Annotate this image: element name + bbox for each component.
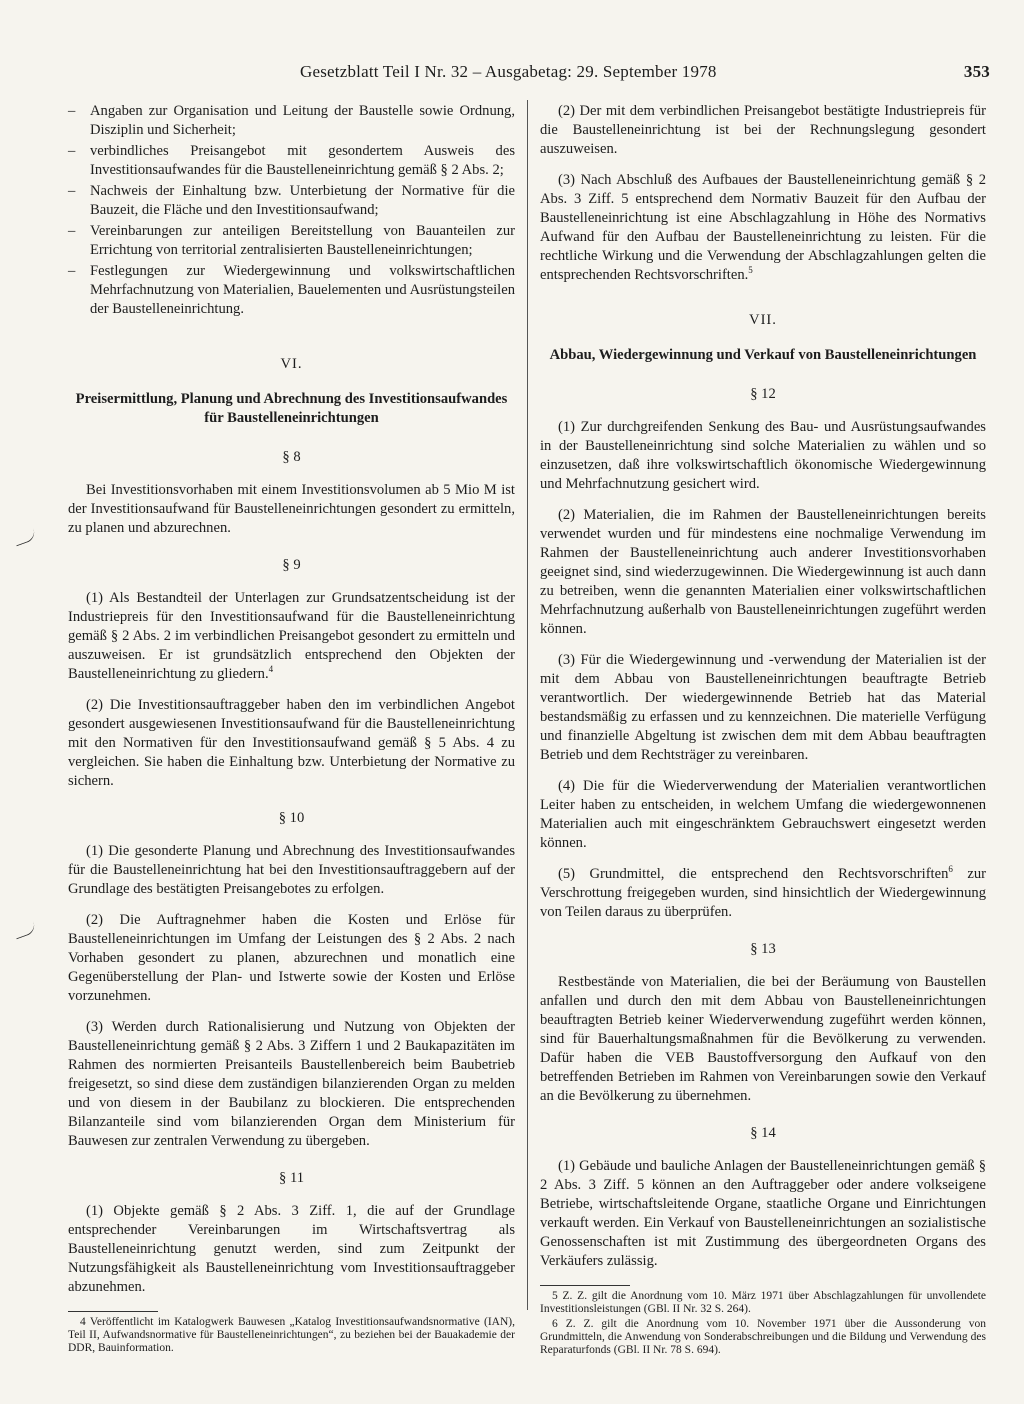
- paragraph-text: (4) Die für die Wiederverwendung der Materialien verantwortlichen Leiter haben zu entscheiden, in welchem Umfang die wiedergewonnenen Materialien auch mit eingeschränktem Gebrauchswert eingesetzt werden können.: [540, 778, 986, 851]
- section-number: VI.: [280, 356, 303, 372]
- paragraph-text: (1) Gebäude und bauliche Anlagen der Baustelleneinrichtungen gemäß § 2 Abs. 3 Ziff. 5 können an den Auftraggeber oder andere volkseigene Betriebe, wirtschaftsleitende Organe, staatliche Organe und Einrichtungen verkauft werden. Ein Verkauf von Baustelleneinrichtungen an sozialistische Genossenschaften ist mit Zustimmung des übergeordneten Organs des Verkäufers zulässig.: [540, 1158, 986, 1269]
- page-number: 353: [963, 62, 990, 81]
- list-item: – Nachweis der Einhaltung bzw. Unterbietung der Normative für die Bauzeit, die Fläche und den Investitionsaufwand;: [68, 182, 515, 220]
- paragraph-text: (1) Die gesonderte Planung und Abrechnung des Investitionsaufwandes für die Baustelleneinrichtung hat bei den Investitionsauftraggebern auf der Grundlage des bestätigten Preisangebotes zu erfolgen.: [68, 843, 515, 897]
- bullet-list: [68, 102, 515, 319]
- footnote: 6 Z. Z. gilt die Anordnung vom 10. November 1971 über die Aussonderung von Grundmitteln, die Anwendung von Sonderabschreibungen und die Bildung und Verwendung des Reparaturfonds (GBl. II Nr. 78 S. 694).: [540, 1318, 986, 1356]
- footnote-separator: [68, 1311, 158, 1312]
- paragraph-number: § 13: [750, 941, 776, 957]
- paragraph-text: (1) Zur durchgreifenden Senkung des Bau- und Ausrüstungsaufwandes in der Baustelleneinrichtung sind solche Materialien zu wählen und so einzusetzen, daß ihre volkswirtschaftlich ökonomische Wiedergewinnung und Mehrfachnutzung gesichert wird.: [540, 419, 986, 492]
- margin-tick-mark: [13, 529, 37, 547]
- paragraph-text: (1) Objekte gemäß § 2 Abs. 3 Ziff. 1, die auf der Grundlage entsprechender Vereinbarungen im Wirtschaftsvertrag als Baustelleneinrichtung genutzt werden, sind zum Zeitpunkt der Nutzungsfähigkeit als Baustelleneinrichtung vom Investitionsauftraggeber abzunehmen.: [68, 1203, 515, 1295]
- footnote-ref: 6: [948, 864, 953, 875]
- left-column: [68, 102, 515, 1357]
- paragraph-text: (2) Die Auftragnehmer haben die Kosten und Erlöse für Baustelleneinrichtungen im Umfang der Leistungen des § 2 Abs. 2 nach Vorhaben gesondert zu planen, abzurechnen und monatlich eine Gegenüberstellung der Plan- und Istwerte sowie der Kosten und Erlöse vorzunehmen.: [68, 912, 515, 1004]
- list-item: – verbindliches Preisangebot mit gesondertem Ausweis des Investitionsaufwandes für die Baustelleneinrichtung gemäß § 2 Abs. 2;: [68, 142, 515, 180]
- header-title: Gesetzblatt Teil I Nr. 32 – Ausgabetag: 29. September 1978: [300, 62, 717, 81]
- paragraph-text: (5) Grundmittel, die entsprechend den Rechtsvorschriften$^6$ zur Verschrottung freigegeben wurden, sind hinsichtlich der Wiedergewinnung von Teilen daraus zu überprüfen.: [540, 864, 986, 920]
- right-column: [540, 102, 986, 1359]
- paragraph-number: § 12: [750, 386, 776, 402]
- paragraph-text: Restbestände von Materialien, die bei der Beräumung von Baustellen anfallen und durch den mit dem Abbau von Baustelleneinrichtungen beauftragten Betrieb keiner Wiederverwendung zugeführt werden können, sind für Bauerhaltungsmaßnahmen für die Bevölkerung zu verwenden. Dafür haben die VEB Baustoffversorgung den Aufkauf von den betreffenden Betrieben im Rahmen von Vereinbarungen sowie den Verkauf an die Bevölkerung zu übernehmen.: [540, 974, 986, 1104]
- footnote-ref: 4: [268, 664, 274, 675]
- paragraph-number: § 11: [279, 1170, 304, 1186]
- paragraph-text: (2) Die Investitionsauftraggeber haben den im verbindlichen Angebot gesondert ausgewiesenen Investitionsaufwand für die Baustelleneinrichtung mit den Normativen für den Investitionsaufwand gemäß § 5 Abs. 4 zu vergleichen. Sie haben die Einhaltung bzw. Unterbietung der Normative zu sichern.: [68, 697, 515, 789]
- footnote: 4 Veröffentlicht im Katalogwerk Bauwesen „Katalog Investitionsaufwandsnormative (IAN), Teil II, Aufwandsnormative für Baustelleneinrichtungen“, zu beziehen bei der Bauakademie der DDR, Bauinformation.: [68, 1316, 515, 1354]
- paragraph-text: (3) Werden durch Rationalisierung und Nutzung von Objekten der Baustelleneinrichtung gemäß § 2 Abs. 3 Ziffern 1 und 2 Baukapazitäten im Rahmen des normierten Preisanteils Baustellenbereich beim Baubetrieb freigesetzt, so sind diese dem zuständigen bilanzierenden Organ zu melden und von diesem in der Baubilanz zu blockieren. Die entsprechenden Bilanzanteile sind vom bilanzierenden Organ dem Ministerium für Bauwesen zur zentralen Verwendung zu übergeben.: [68, 1019, 515, 1149]
- paragraph-text: Bei Investitionsvorhaben mit einem Investitionsvolumen ab 5 Mio M ist der Investitionsaufwand für Baustelleneinrichtungen gesondert zu ermitteln, zu planen und abzurechnen.: [68, 482, 515, 536]
- footnote: 5 Z. Z. gilt die Anordnung vom 10. März 1971 über Abschlagzahlungen für unvollendete Investitionsleistungen (GBl. II Nr. 32 S. 264).: [540, 1290, 986, 1315]
- paragraph-number: § 10: [278, 810, 305, 826]
- column-divider: [527, 100, 528, 1310]
- section-heading: Abbau, Wiedergewinnung und Verkauf von Baustelleneinrichtungen: [549, 347, 977, 363]
- paragraph-text: (3) Für die Wiedergewinnung und -verwendung der Materialien ist der mit dem Abbau von Baustelleneinrichtungen beauftragte Betrieb verantwortlich. Der wiedergewinnende Betrieb hat das Material bestandsmäßig zu erfassen und zu kennzeichnen. Die materielle Verfügung und finanzielle Abgeltung ist zwischen dem mit dem Abbau beauftragten Betrieb und dem Rechtsträger zu vereinbaren.: [540, 652, 986, 763]
- paragraph-text: (3) Nach Abschluß des Aufbaues der Baustelleneinrichtung gemäß § 2 Abs. 3 Ziff. 5 entsprechend dem Normativ Bauzeit für den Aufbau der Baustelleneinrichtung ist eine Abschlagzahlung in Höhe des Normativs Aufwand für den Aufbau der Baustelleneinrichtung zu leisten. Für die rechtliche Wirkung und die Verwendung der Abschlagzahlungen gelten die entsprechenden Rechtsvorschriften.$^5$: [540, 172, 986, 283]
- margin-tick-mark: [13, 922, 37, 940]
- list-item: – Angaben zur Organisation und Leitung der Baustelle sowie Ordnung, Disziplin und Sicherheit;: [68, 102, 515, 140]
- page-header: [300, 62, 990, 88]
- paragraph-number: § 14: [750, 1125, 776, 1141]
- paragraph-number: § 8: [282, 449, 301, 465]
- list-item: – Festlegungen zur Wiedergewinnung und volkswirtschaftlichen Mehrfachnutzung von Materialien, Bauelementen und Ausrüstungsteilen der Baustelleneinrichtung.: [68, 262, 515, 319]
- paragraph-text: (2) Der mit dem verbindlichen Preisangebot bestätigte Industriepreis für die Baustelleneinrichtung ist bei der Rechnungslegung gesondert auszuweisen.: [540, 103, 986, 157]
- footnote-separator: [540, 1285, 630, 1286]
- paragraph-text: (1) Als Bestandteil der Unterlagen zur Grundsatzentscheidung ist der Industriepreis für den Investitionsaufwand für die Baustelleneinrichtung gemäß § 2 Abs. 2 im verbindlichen Preisangebot gesondert zu ermitteln und auszuweisen. Er ist grundsätzlich entsprechend den Objekten der Baustelleneinrichtung zu gliedern.$^4$: [68, 590, 515, 682]
- list-item: – Vereinbarungen zur anteiligen Bereitstellung von Bauanteilen zur Errichtung von territorial zentralisierten Baustelleneinrichtungen;: [68, 222, 515, 260]
- section-heading: Preisermittlung, Planung und Abrechnung des Investitionsaufwandes für Baustelleneinrichtungen: [75, 391, 508, 426]
- paragraph-number: § 9: [282, 557, 301, 573]
- paragraph-text: (2) Materialien, die im Rahmen der Baustelleneinrichtungen bereits verwendet wurden und für mindestens eine nochmalige Verwendung im Rahmen der Baustelleneinrichtung auch anderer Investitionsvorhaben geeignet sind, sind wiederzugewinnen. Die Wiedergewinnung ist auch dann zu betreiben, wenn die genannten Materialien einer volkswirtschaftlichen Mehrfachnutzung außerhalb von Baustelleneinrichtungen zugeführt werden können.: [540, 507, 986, 637]
- footnote-ref: 5: [748, 265, 753, 276]
- section-number: VII.: [749, 312, 777, 328]
